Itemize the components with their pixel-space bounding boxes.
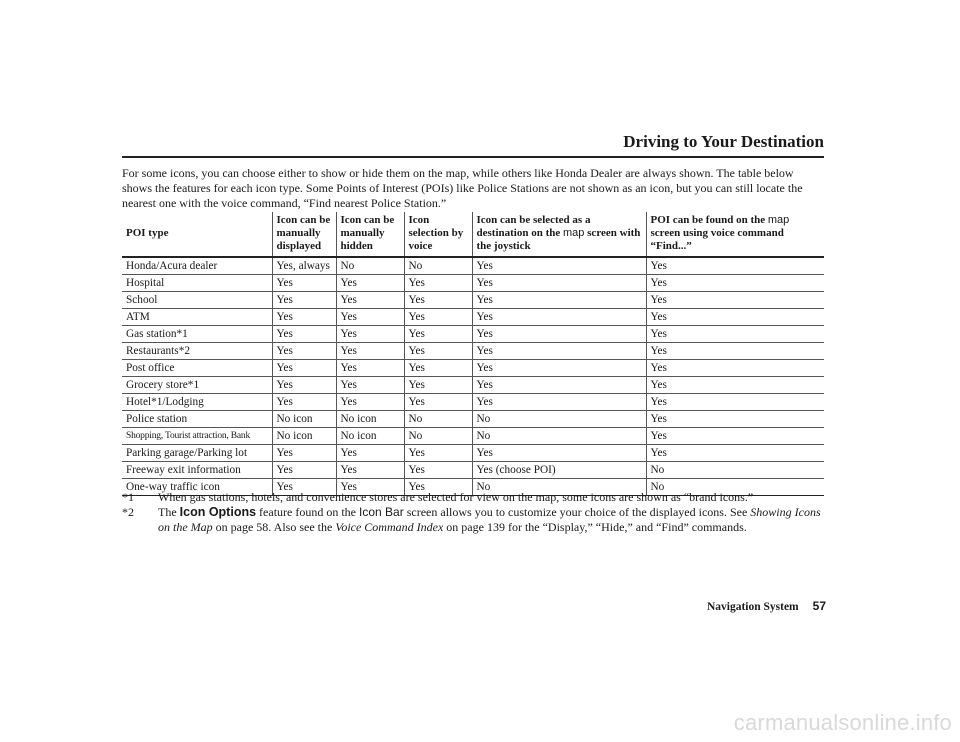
poi-type-cell: Grocery store*1 [122,377,272,394]
value-cell: Yes [272,292,336,309]
value-cell: Yes [272,326,336,343]
value-cell: Yes [336,360,404,377]
col-header-joystick-map: map [563,227,585,239]
value-cell: Yes [646,428,824,445]
poi-type-cell: Restaurants*2 [122,343,272,360]
value-cell: Yes [272,343,336,360]
table-row [122,275,824,292]
value-cell: Yes [404,343,472,360]
value-cell: Yes [472,360,646,377]
value-cell: Yes [472,292,646,309]
value-cell: Yes [404,326,472,343]
value-cell: Yes, always [272,257,336,275]
col-header-joystick [472,212,646,257]
value-cell: Yes [404,309,472,326]
value-cell: Yes [336,394,404,411]
value-cell: Yes [404,394,472,411]
footnotes [122,490,826,535]
table-row [122,394,824,411]
value-cell: Yes [472,394,646,411]
value-cell: Yes [472,343,646,360]
value-cell: Yes [646,275,824,292]
value-cell: Yes [272,275,336,292]
value-cell: Yes [404,292,472,309]
value-cell: Yes [272,309,336,326]
table-row [122,343,824,360]
value-cell: No [472,411,646,428]
value-cell: Yes [272,462,336,479]
value-cell: Yes [646,257,824,275]
value-cell: Yes [646,326,824,343]
table-row [122,377,824,394]
footnote-2-after: screen allows you to customize your choice of the displayed icons. See [403,505,751,519]
watermark: carmanualsonline.info [733,710,952,735]
value-cell: Yes [272,377,336,394]
value-cell: Yes [336,377,404,394]
value-cell: Yes [646,309,824,326]
value-cell: Yes [404,479,472,496]
value-cell: Yes [472,257,646,275]
table-row [122,462,824,479]
value-cell: Yes [646,445,824,462]
value-cell: No [404,257,472,275]
value-cell: No [646,462,824,479]
poi-type-cell: School [122,292,272,309]
poi-type-cell: Post office [122,360,272,377]
footnote-2-on58: on page 58. Also see the [212,520,336,534]
poi-type-cell: Hotel*1/Lodging [122,394,272,411]
col-header-find-a: POI can be found on the [650,214,768,226]
page-number: 57 [812,599,826,613]
value-cell: Yes [472,275,646,292]
value-cell: Yes [336,275,404,292]
value-cell: No icon [336,428,404,445]
value-cell: No icon [272,411,336,428]
icon-bar-term: Icon Bar [359,505,404,519]
value-cell: Yes [646,343,824,360]
col-header-find-map: map [767,214,790,226]
header-rule [122,156,824,158]
col-header-voice: Icon selection by voice [404,212,472,257]
col-header-joystick-b: screen with the joystick [476,227,641,252]
value-cell: No [472,428,646,445]
value-cell: Yes [272,479,336,496]
icon-options-term: Icon Options [179,505,257,519]
value-cell: Yes [472,326,646,343]
value-cell: Yes [336,445,404,462]
col-header-joystick-a: Icon can be selected as a destination on the [476,214,591,239]
value-cell: Yes [336,343,404,360]
value-cell: No [404,428,472,445]
col-header-displayed: Icon can be manually displayed [272,212,336,257]
value-cell: No [404,411,472,428]
footer-section: Navigation System [706,601,799,613]
table-row [122,411,824,428]
value-cell: No icon [272,428,336,445]
footnote-2-mid: feature found on the [256,505,360,519]
footnote-2-mark: *2 [122,505,134,519]
value-cell: Yes [646,394,824,411]
value-cell: No icon [336,411,404,428]
value-cell: Yes [646,411,824,428]
value-cell: Yes [646,292,824,309]
value-cell: Yes [404,462,472,479]
value-cell: Yes [646,377,824,394]
value-cell: No [472,479,646,496]
poi-type-cell: Parking garage/Parking lot [122,445,272,462]
value-cell: Yes [646,360,824,377]
value-cell: Yes (choose POI) [472,462,646,479]
footnote-1 [122,490,826,505]
table-row [122,309,824,326]
value-cell: Yes [472,309,646,326]
footnote-2-the: The [158,505,180,519]
value-cell: Yes [336,292,404,309]
table-row [122,428,824,445]
page-title: Driving to Your Destination [623,132,824,151]
footnote-2-text [158,505,826,535]
value-cell: Yes [336,479,404,496]
value-cell: Yes [336,326,404,343]
poi-type-cell: Gas station*1 [122,326,272,343]
intro-paragraph: For some icons, you can choose either to show or hide them on the map, while others like Honda Dealer are always shown. The table below shows the features for each icon type. Some Points of Interest (POIs) like Police Stations are not shown as an icon, but you can still locate the nearest one with the voice command, “Find nearest Police Station.” [122,166,803,210]
value-cell: No [336,257,404,275]
footnote-2 [122,505,826,535]
col-header-find [646,212,824,257]
value-cell: Yes [404,360,472,377]
value-cell: Yes [272,394,336,411]
poi-type-cell: Honda/Acura dealer [122,257,272,275]
value-cell: Yes [336,309,404,326]
poi-type-cell: ATM [122,309,272,326]
value-cell: Yes [336,462,404,479]
table-header-row [122,212,824,257]
poi-type-cell: One-way traffic icon [122,479,272,496]
value-cell: No [646,479,824,496]
value-cell: Yes [404,445,472,462]
table-row [122,326,824,343]
footnote-1-text: When gas stations, hotels, and convenience stores are selected for view on the map, some icons are shown as “brand icons.” [158,490,754,504]
poi-table-body [122,257,824,496]
page-footer [560,599,826,613]
footnote-2-end: on page 139 for the “Display,” “Hide,” and “Find” commands. [443,520,747,534]
value-cell: Yes [404,377,472,394]
col-header-poi-type: POI type [126,227,169,239]
poi-type-cell: Shopping, Tourist attraction, Bank [122,428,272,445]
poi-type-cell: Freeway exit information [122,462,272,479]
showing-icons-reference: Showing Icons on the Map [158,505,821,534]
poi-type-cell: Police station [122,411,272,428]
value-cell: Yes [472,377,646,394]
footnote-1-mark: *1 [122,490,134,504]
table-row [122,257,824,275]
value-cell: Yes [404,275,472,292]
table-row [122,292,824,309]
value-cell: Yes [272,360,336,377]
poi-type-cell: Hospital [122,275,272,292]
col-header-find-b: screen using voice command “Find...” [650,227,784,252]
voice-command-index-reference: Voice Command Index [335,520,444,534]
value-cell: Yes [272,445,336,462]
value-cell: Yes [472,445,646,462]
poi-table [122,212,824,496]
col-header-hidden: Icon can be manually hidden [336,212,404,257]
table-row [122,445,824,462]
table-row [122,360,824,377]
